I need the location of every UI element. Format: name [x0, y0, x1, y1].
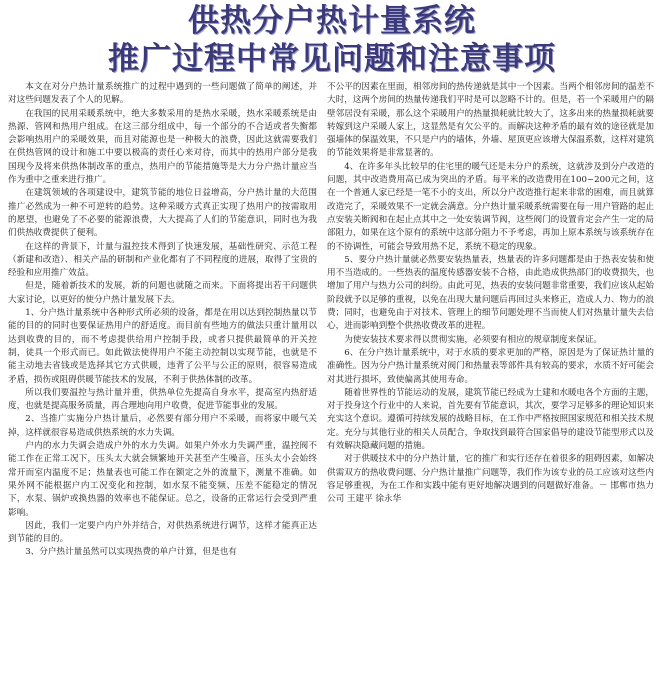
paragraph: 户内的水力失调会造成户外的水力失调。如果户外水力失调严重，温控阀不能工作在正常工况下，压头太大就会频繁地开关甚至产生噪音，压头太小会始终常开而室内温度不足；热量表也可能工作在额定之外的流量下，测量不准确。如果外网不能根据户内工况变化和控制，如水泵不能变频、压差不能稳定的情况下，水泵、锅炉或换热器的效率也不能保证。总之，设备的正常运行会受到严重影响。	[8, 441, 317, 518]
right-column	[327, 81, 654, 683]
paragraph: 5、要分户热计量就必然要安装热量表，热量表的许多问题都是由于热表安装和使用不当造成的。一些热表的温度传感器安装不合格，由此造成供热部门的收费损失，也增加了用户与热力公司的纠纷。由此可见，热表的安装问题非常重要，我们应该从起始阶段就予以足够的重视，以免在出现大量问题后再回过头来修正，造成人力、物力的浪费；同时，也避免由于对技术、管理上的细节问题处理不当而使人们对热量计量失去信心，进而影响到整个供热收费改革的进程。	[327, 254, 654, 332]
paragraph: 在我国的民用采暖系统中，绝大多数采用的是热水采暖，热水采暖系统是由热源、管网和热用户组成。在这三部分组成中，每一个部分的不合适或者失衡都会影响热用户的采暖效果，而且对能源也是一种极大的浪费，因此这就需要我们在供热管网的设计和施工中要以极高的责任心来对待，而其中的热用户部分是我国现今及将来供热体制改革的重点，热用户的节能措施等是大力分户热计量应当作为重中之重来进行推广。	[8, 108, 317, 186]
paragraph: 本文在对分户热计量系统推广的过程中遇到的一些问题做了简单的阐述，并对这些问题发表了个人的见解。	[8, 82, 317, 106]
paragraph: 2、当推广实施分户热计量后，必然要有部分用户不采暖，而将家中暖气关掉，这样就很容易造成供热系统的水力失调。	[8, 414, 317, 438]
paragraph: 在建筑领域的各项建设中，建筑节能的地位日益增高，分户热计量的大范围推广必然成为一种不可逆转的趋势。这种采暖方式真正实现了热用户的按需取用的愿望，也避免了不必要的能源浪费，大大提高了人们的节能意识，同时也为我们供热收费提供了便利。	[8, 188, 317, 239]
paragraph: 6、在分户热计量系统中，对于水质的要求更加的严格，原因是为了保证热计量的准确性。因为分户热计量系统对阀门和热量表等部件具有较高的要求，水质不好可能会对其进行损坏，致使偏离其使用寿命。	[327, 347, 654, 385]
paragraph: 对于供暖技术中的分户热计量，它的推广和实行还存在着很多的阻碍因素，如解决供需双方的热收费问题、分户热计量推广问题等，我们作为该专业的员工应该对这些内容足够重视，为在工作和实践中能有更好地解决遇到的问题做好准备。－ 邯郸市热力公司 王建平 徐永华	[327, 454, 654, 505]
paragraph: 在这样的背景下，计量与温控技术得到了快速发展，基础性研究、示范工程（新建和改造）、相关产品的研制和产业化都有了不同程度的进展，取得了宝贵的经验和应用推广效益。	[8, 241, 317, 279]
paragraph: 1、分户热计量系统中各种形式所必须的设备，都是在用以达到控制热量以节能的目的的同时也要保证热用户的舒适度。而目前有些地方的做法只重计量用以达到收费的目的，而不考虑提供给用户控制手段，或者只提供最简单的开关控制，徒具一个形式而已。如此做法使得用户不能主动控制以实现节能，也就是不能主动地去省钱或是选择其它方式供暖，违背了公平与公正的原则，很容易造成矛盾，损伤或阻碍供暖节能技术的发展，不利于供热体制的改革。	[8, 308, 317, 385]
paragraph: 因此，我们一定要户内户外并结合，对供热系统进行调节，这样才能真正达到节能的目的。	[8, 520, 317, 545]
headline-line-2: 推广过程中常见问题和注意事项	[108, 41, 556, 77]
paragraph: 所以我们要温控与热计量并重，供热单位先提高自身水平，提高室内热舒适度，也就是提高服务质量，再合理地向用户收费，促进节能事业的发展。	[8, 387, 317, 412]
left-column	[8, 81, 317, 683]
paragraph: 但是，随着新技术的发展，新的问题也就随之而来。下面将提出若干问题供大家讨论，以更好的使分户热计量发展下去。	[8, 281, 317, 305]
paragraph: 不公平的因素在里面，相邻房间的热传递就是其中一个因素。当两个相邻房间的温差不大时，这两个房间的热量传递我们平时是可以忽略不计的。但是，若一个采暖用户的隔壁邻居没有采暖，那么这个采暖用户的热量损耗就比较大了，这多出来的热量损耗就要转嫁到这户采暖人家上，这显然是有欠公平的。而解决这种矛盾的最有效的途径就是加强墙体的保温效果，不只是户内的墙体，外墙、屋顶更应该增大保温系数，这样对建筑的节能效果将是非常显著的。	[327, 82, 654, 159]
paragraph: 为使安装技术要求得以贯彻实施，必须要有相应的规章制度来保证。	[344, 334, 603, 345]
headline-line-1: 供热分户热计量系统	[188, 3, 476, 39]
paragraph: 3、分户热计量虽然可以实现热费的单户计算，但是也有	[25, 547, 237, 558]
paragraph: 4、在许多年头比较早的住宅里的暖气还是未分户的系统，这就涉及到分户改造的问题，其中改造费用高已成为突出的矛盾。每平米的改造费用在100~200元之间，这在一个普通人家已经是一笔不小的支出，所以分户改造推行起来非常的困难，而且就算改造完了，采暖效果不一定就会满意。分户热计量采暖系统需要在每一用户管路的起止点安装关断阀和在起止点其中之一处安装调节阀，这些阀门的设置肯定会产生一定的局部阻力，如果在这个原有的系统中这部分阻力不予考虑，再加上原本系统与该系统存在的不协调性，可能会导致用热不足，系统不稳定的现象。	[327, 161, 654, 252]
paragraph: 随着世界性的节能运动的发展，建筑节能已经成为土建和水暖电各个方面的主题，对于投身这个行业中的人来说，首先要有节能意识，其次，要学习足够多的理论知识来充实这个意识。遵循可持续发展的战略目标，在工作中严格按照国家规范和相关技术规定。充分与其他行业的相关人员配合，争取找到最符合国家倡导的建设节能型形式以及有效解决隐藏问题的措施。	[327, 387, 654, 452]
